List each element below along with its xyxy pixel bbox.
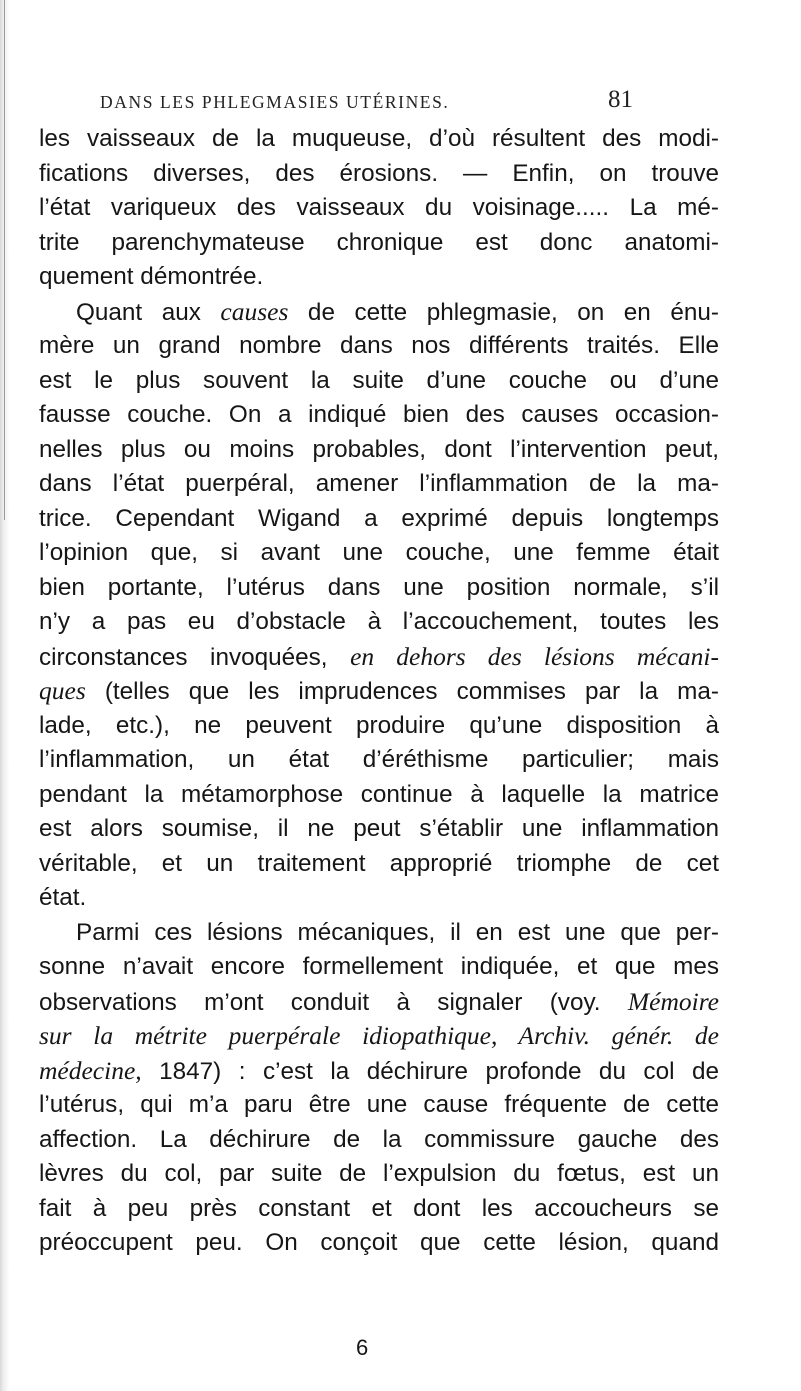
text-line <box>39 812 719 847</box>
text-line <box>39 226 719 261</box>
text-segment: fait à peu près constant et dont les accoucheurs se <box>39 1194 719 1222</box>
text-segment: sonne n’avait encore formellement indiquée, et que mes <box>39 953 719 980</box>
text-line <box>39 916 719 951</box>
text-line <box>39 985 719 1020</box>
text-line <box>39 467 719 502</box>
text-segment: trice. Cependant Wigand a exprimé depuis longtemps <box>39 504 719 532</box>
italic-text: ques <box>39 676 86 705</box>
text-line <box>39 640 719 675</box>
text-segment: 1847) : c’est la déchirure profonde du col de <box>141 1057 719 1085</box>
text-segment: quement démontrée. <box>39 263 264 290</box>
text-line <box>39 433 719 468</box>
text-segment: l’inflammation, un état d’éréthisme particulier; mais <box>39 746 719 773</box>
text-segment: de cette phlegmasie, on en énu- <box>288 298 719 326</box>
text-segment: mère un grand nombre dans nos différents traités. Elle <box>39 332 719 359</box>
text-line <box>39 950 719 985</box>
text-segment: Parmi ces lésions mécaniques, il en est une que per- <box>76 918 719 946</box>
text-line <box>39 571 719 606</box>
text-segment: les vaisseaux de la muqueuse, d’où résultent des modi- <box>39 125 719 152</box>
text-segment: fications diverses, des érosions. — Enfin, on trouve <box>39 159 719 187</box>
text-line <box>39 778 719 813</box>
text-segment: lade, etc.), ne peuvent produire qu’une disposition à <box>39 711 719 739</box>
text-segment: est alors soumise, il ne peut s’établir une inflammation <box>39 815 719 842</box>
text-segment: circonstances invoquées, <box>39 643 351 671</box>
page-header <box>100 86 660 114</box>
text-line <box>39 881 719 916</box>
italic-text: causes <box>220 296 289 326</box>
italic-text: médecine, <box>39 1055 142 1085</box>
text-line <box>39 674 719 709</box>
italic-text: sur la métrite puerpérale idiopathique, Archiv. génér. de <box>39 1021 719 1050</box>
text-segment: préoccupent peu. On conçoit que cette lésion, quand <box>39 1229 719 1256</box>
text-line <box>39 709 719 744</box>
text-segment: Quant aux <box>76 298 221 326</box>
text-segment: fausse couche. On a indiqué bien des causes occasion- <box>39 401 719 428</box>
text-line <box>39 847 719 882</box>
text-line <box>39 364 719 399</box>
text-line <box>39 1054 719 1089</box>
text-line <box>39 1192 719 1227</box>
text-segment: l’opinion que, si avant une couche, une femme était <box>39 539 719 566</box>
page-binding-line <box>4 0 5 520</box>
text-line <box>39 1157 719 1192</box>
text-line <box>39 157 719 192</box>
body-text <box>39 122 719 1261</box>
text-segment: véritable, et un traitement approprié triomphe de cet <box>39 849 719 877</box>
text-segment: pendant la métamorphose continue à laquelle la matrice <box>39 780 719 808</box>
italic-text: Mémoire <box>627 986 719 1016</box>
text-segment: affection. La déchirure de la commissure gauche des <box>39 1125 719 1153</box>
text-segment: état. <box>39 884 87 911</box>
text-line <box>39 329 719 364</box>
text-segment: dans l’état puerpéral, amener l’inflammation de la ma- <box>39 470 719 497</box>
text-segment: observations m’ont conduit à signaler (voy. <box>39 988 628 1016</box>
text-line <box>39 191 719 226</box>
text-segment: n’y a pas eu d’obstacle à l’accouchement, toutes les <box>39 608 719 635</box>
text-line <box>39 1226 719 1261</box>
text-segment: bien portante, l’utérus dans une position normale, s’il <box>39 573 719 601</box>
text-line <box>39 743 719 778</box>
text-segment: est le plus souvent la suite d’une couche ou d’une <box>39 366 719 394</box>
running-head: DANS LES PHLEGMASIES UTÉRINES. <box>100 92 450 112</box>
text-line <box>39 260 719 295</box>
text-line <box>39 122 719 157</box>
italic-text: en dehors des lésions mécani- <box>350 641 719 671</box>
text-line <box>39 1088 719 1123</box>
text-segment: nelles plus ou moins probables, dont l’intervention peut, <box>39 435 719 463</box>
text-line <box>39 605 719 640</box>
text-segment: trite parenchymateuse chronique est donc anatomi- <box>39 228 719 256</box>
text-line <box>39 398 719 433</box>
text-segment: lèvres du col, par suite de l’expulsion du fœtus, est un <box>39 1160 719 1187</box>
text-segment: l’utérus, qui m’a paru être une cause fréquente de cette <box>39 1091 719 1118</box>
text-line <box>39 295 719 330</box>
text-segment: (telles que les imprudences commises par la ma- <box>85 678 719 705</box>
text-line <box>39 502 719 537</box>
text-line <box>39 536 719 571</box>
text-segment: l’état variqueux des vaisseaux du voisinage..... La mé- <box>39 194 719 221</box>
text-line <box>39 1123 719 1158</box>
signature-mark: 6 <box>356 1335 369 1360</box>
page-number: 81 <box>608 86 633 113</box>
page-binding-edge <box>0 0 10 1391</box>
text-line <box>39 1019 719 1054</box>
